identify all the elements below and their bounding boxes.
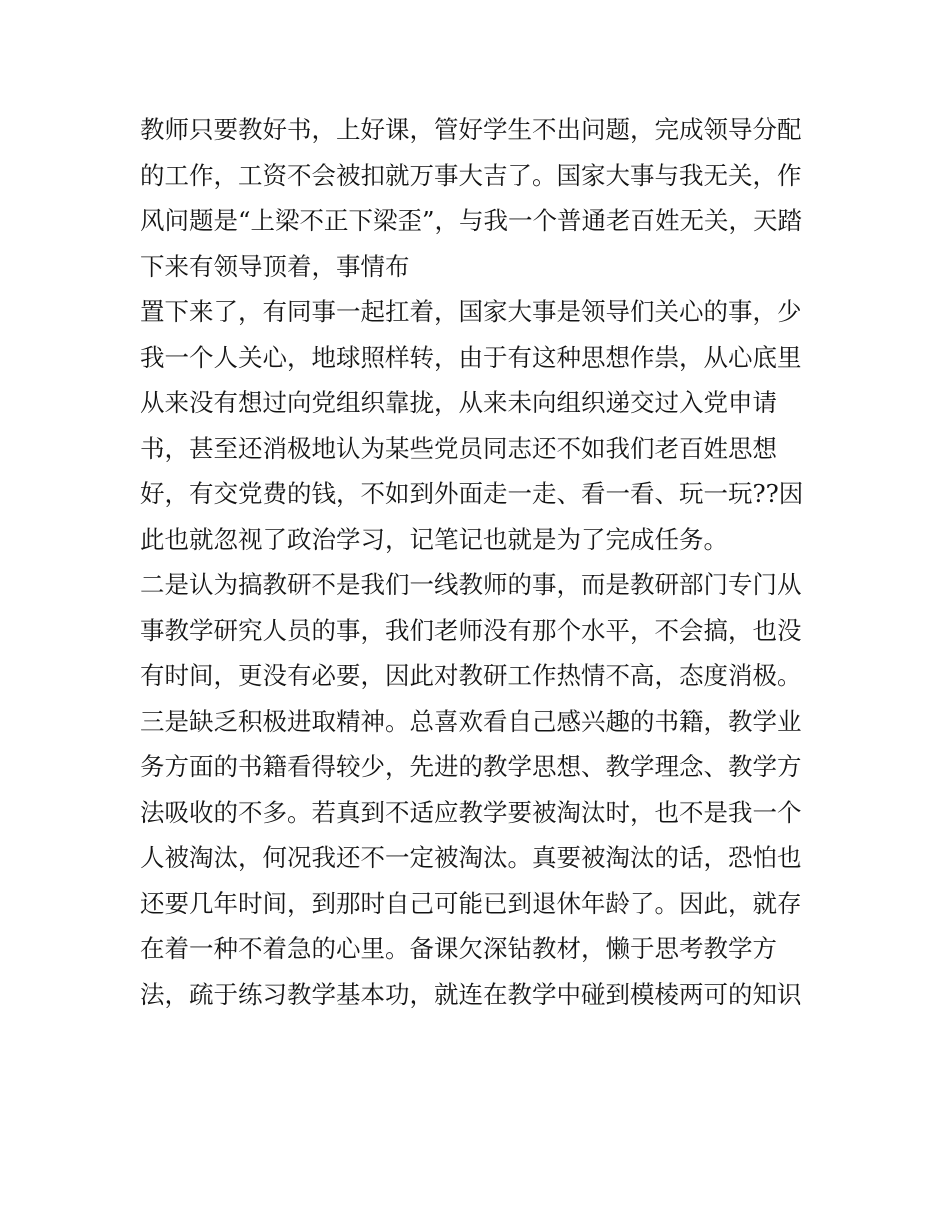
text-line: 事教学研究人员的事，我们老师没有那个水平，不会搞，也没 xyxy=(140,615,802,645)
text-line: 还要几年时间，到那时自己可能已到退休年龄了。因此，就存 xyxy=(140,888,802,918)
text-line: 有时间，更没有必要，因此对教研工作热情不高，态度消极。 xyxy=(140,661,802,690)
text-line: 好，有交党费的钱，不如到外面走一走、看一看、玩一玩??因 xyxy=(140,479,804,508)
text-line: 书，甚至还消极地认为某些党员同志还不如我们老百姓思想 xyxy=(140,433,777,463)
text-line: 法吸收的不多。若真到不适应教学要被淘汰时，也不是我一个 xyxy=(140,797,802,827)
text-line: 从来没有想过向党组织靠拢，从来未向组织递交过入党申请 xyxy=(140,388,777,417)
text-line: 的工作，工资不会被扣就万事大吉了。国家大事与我无关，作 xyxy=(140,160,802,190)
text-line: 此也就忽视了政治学习，记笔记也就是为了完成任务。 xyxy=(140,524,728,554)
text-line: 在着一种不着急的心里。备课欠深钻教材，懒于思考教学方 xyxy=(140,934,777,963)
text-line: 我一个人关心，地球照样转，由于有这种思想作祟，从心底里 xyxy=(140,342,802,372)
text-line: 风问题是“上梁不正下梁歪”，与我一个普通老百姓无关，天踏 xyxy=(140,206,803,235)
text-line: 下来有领导顶着，事情布 xyxy=(140,251,410,281)
text-line: 人被淘汰，何况我还不一定被淘汰。真要被淘汰的话，恐怕也 xyxy=(140,843,802,872)
text-line: 法，疏于练习教学基本功，就连在教学中碰到模棱两可的知识 xyxy=(140,979,802,1009)
body-text xyxy=(140,107,820,1017)
text-line: 二是认为搞教研不是我们一线教师的事，而是教研部门专门从 xyxy=(140,570,802,599)
text-line: 务方面的书籍看得较少，先进的教学思想、教学理念、教学方 xyxy=(140,752,802,781)
text-line: 置下来了，有同事一起扛着，国家大事是领导们关心的事，少 xyxy=(140,297,802,326)
text-line: 三是缺乏积极进取精神。总喜欢看自己感兴趣的书籍，教学业 xyxy=(140,706,802,736)
text-line: 教师只要教好书，上好课，管好学生不出问题，完成领导分配 xyxy=(140,115,802,144)
